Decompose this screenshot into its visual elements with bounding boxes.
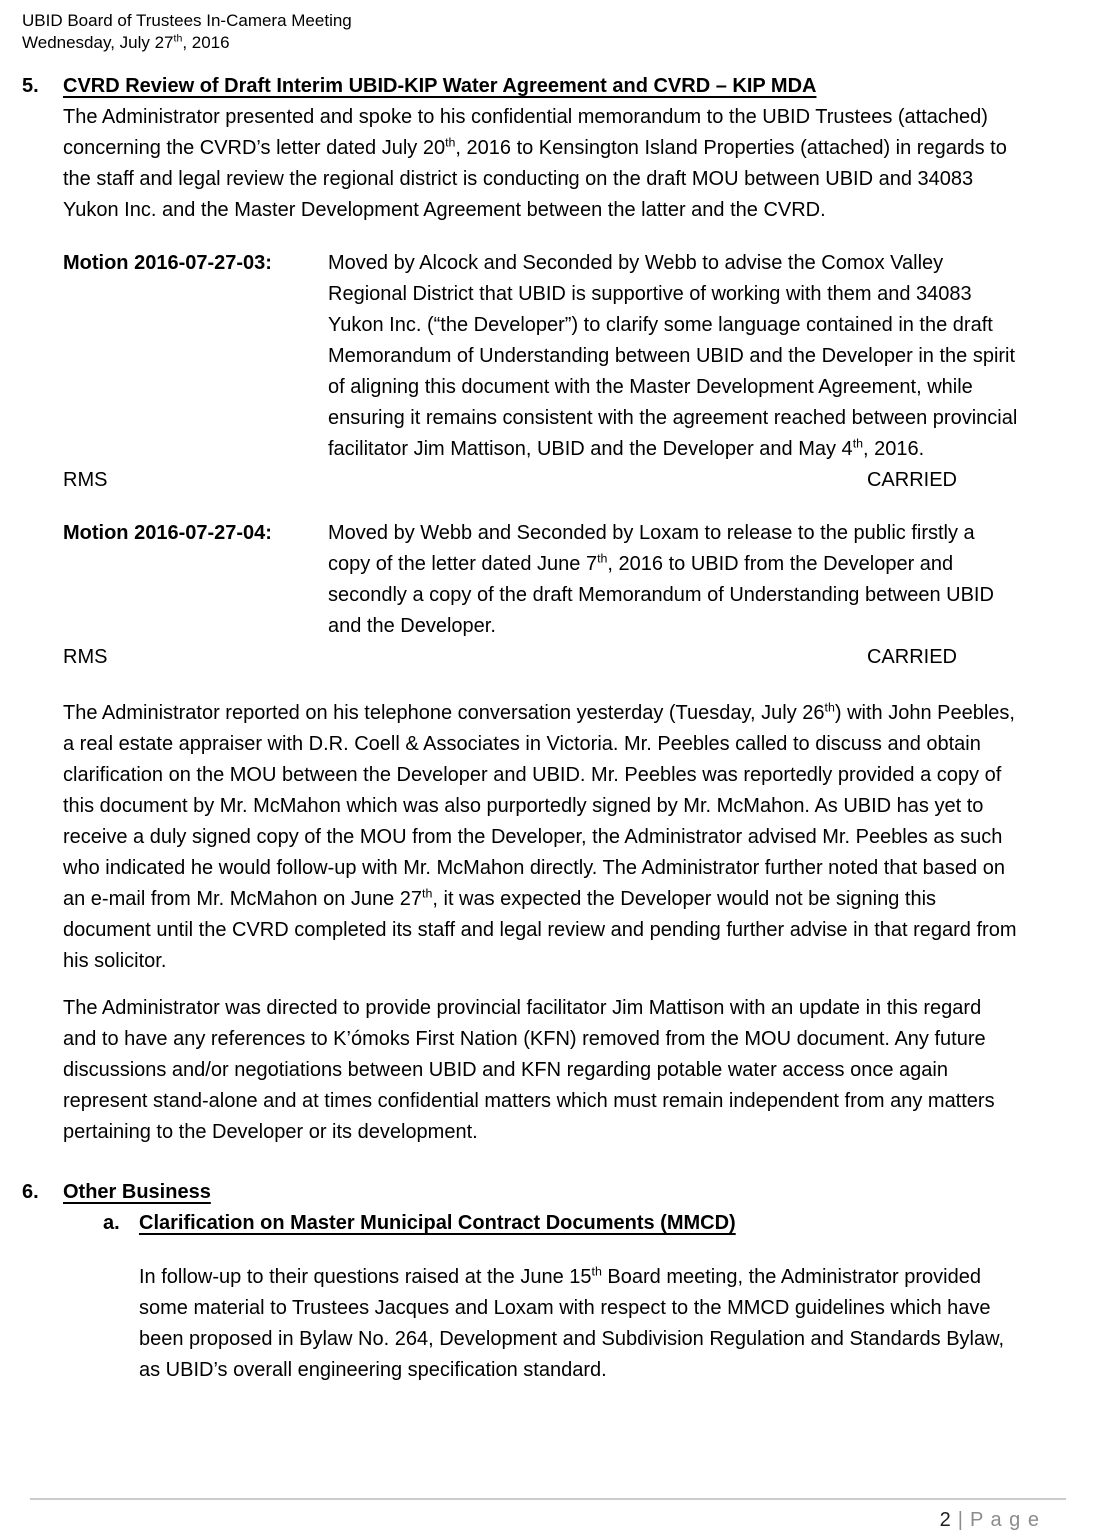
motion-04-label: Motion 2016-07-27-04: <box>63 522 272 544</box>
motion-04-row <box>63 518 1020 642</box>
section-5-intro-paragraph: The Administrator presented and spoke to his confidential memorandum to the UBID Trustees (attached) concerning the CVRD’s letter dated July 20th, 2016 to Kensington Island Properties (attached) in regards to the staff and legal review the regional district is conducting on the draft MOU between UBID and 34083 Yukon Inc. and the Master Development Agreement between the latter and the CVRD. <box>63 106 1007 221</box>
motion-04-text: Moved by Webb and Seconded by Loxam to release to the public firstly a copy of the letter dated June 7th, 2016 to UBID from the Developer and secondly a copy of the draft Memorandum of Understanding between UBID and the Developer. <box>328 522 994 637</box>
motion-03-label: Motion 2016-07-27-03: <box>63 252 272 274</box>
footer-page-word: P a g e <box>969 1509 1040 1531</box>
section-6 <box>22 1177 1020 1386</box>
motion-03-result-row <box>63 465 1020 496</box>
footer-page-number: 2 <box>939 1509 951 1531</box>
section-6a-letter: a. <box>103 1212 120 1234</box>
header-date: Wednesday, July 27th, 2016 <box>22 32 230 52</box>
header-title: UBID Board of Trustees In-Camera Meeting <box>22 11 352 30</box>
motion-04-result: CARRIED <box>866 646 957 668</box>
section-6-heading-row <box>22 1177 1020 1208</box>
section-6-heading: Other Business <box>63 1181 211 1203</box>
document-header <box>22 10 1020 54</box>
motion-04-block <box>22 518 1020 673</box>
motion-03-result: CARRIED <box>866 469 957 491</box>
section-5-heading: CVRD Review of Draft Interim UBID-KIP Water Agreement and CVRD – KIP MDA <box>63 75 817 97</box>
section-6-number: 6. <box>22 1181 39 1203</box>
section-5-directive-paragraph: The Administrator was directed to provide provincial facilitator Jim Mattison with an update in this regard and to have any references to K’ómoks First Nation (KFN) removed from the MOU document. Any future discussions and/or negotiations between UBID and KFN regarding potable water access once again represent stand-alone and at times confidential matters which must remain independent from any matters pertaining to the Developer or its development. <box>63 997 995 1143</box>
footer-rule <box>30 1498 1066 1500</box>
section-5-number: 5. <box>22 75 39 97</box>
motion-03-text: Moved by Alcock and Seconded by Webb to advise the Comox Valley Regional District that UBID is supportive of working with them and 34083 Yukon Inc. (“the Developer”) to clarify some language contained in the draft Memorandum of Understanding between UBID and the Developer in the spirit of aligning this document with the Master Development Agreement, while ensuring it remains consistent with the agreement reached between provincial facilitator Jim Mattison, UBID and the Developer and May 4th, 2016. <box>328 252 1018 460</box>
motion-03-row <box>63 248 1020 465</box>
section-5-phone-paragraph: The Administrator reported on his telephone conversation yesterday (Tuesday, July 26th) with John Peebles, a real estate appraiser with D.R. Coell & Associates in Victoria. Mr. Peebles called to discuss and obtain clarification on the MOU between the Developer and UBID. Mr. Peebles was reportedly provided a copy of this document by Mr. McMahon which was also purportedly signed by Mr. McMahon. As UBID has yet to receive a duly signed copy of the MOU from the Developer, the Administrator advised Mr. Peebles as such who indicated he would follow-up with Mr. McMahon directly. The Administrator further noted that based on an e-mail from Mr. McMahon on June 27th, it was expected the Developer would not be signing this document until the CVRD completed its staff and legal review and pending further advise in that regard from his solicitor. <box>63 700 1017 972</box>
section-6a-heading: Clarification on Master Municipal Contract Documents (MMCD) <box>139 1212 736 1234</box>
motion-04-result-row <box>63 642 1020 673</box>
section-5 <box>22 71 1020 1148</box>
section-6a-heading-row <box>103 1208 1020 1239</box>
section-6a-paragraph: In follow-up to their questions raised at the June 15th Board meeting, the Administrator provided some material to Trustees Jacques and Loxam with respect to the MMCD guidelines which have been proposed in Bylaw No. 264, Development and Subdivision Regulation and Standards Bylaw, as UBID’s overall engineering specification standard. <box>139 1264 1004 1381</box>
motion-04-mover: RMS <box>63 646 108 668</box>
page-footer <box>940 1508 1040 1532</box>
footer-separator: | <box>957 1509 963 1531</box>
motion-03-block <box>22 248 1020 496</box>
motion-03-mover: RMS <box>63 469 108 491</box>
section-5-heading-row <box>22 71 1020 102</box>
